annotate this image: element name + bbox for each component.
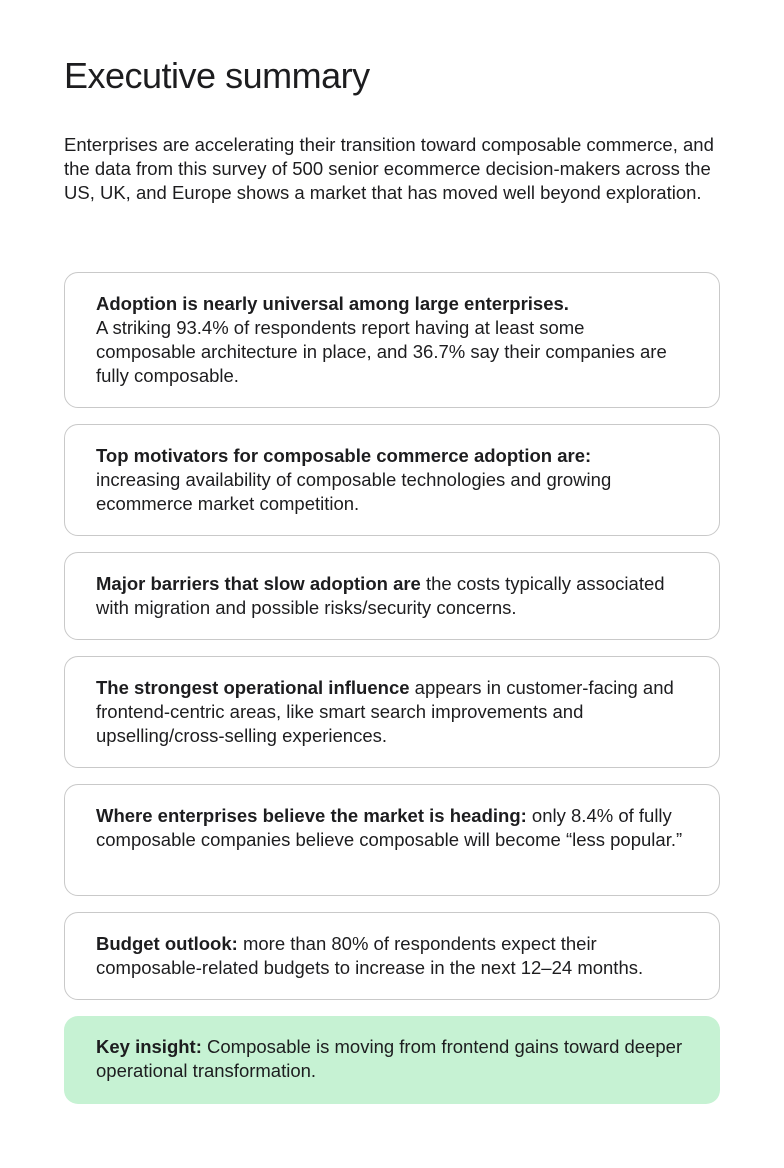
key-insight-callout <box>64 1016 720 1104</box>
insight-lead: Key insight: <box>96 1036 202 1057</box>
card-lead: Budget outlook: <box>96 933 238 954</box>
intro-paragraph: Enterprises are accelerating their transition toward composable commerce, and the data from this survey of 500 senior ecommerce decision-makers across the US, UK, and Europe shows a market that has moved well beyond exploration. <box>64 134 714 203</box>
card-body: appears in customer-facing and frontend-centric areas, like smart search improvements and upselling/cross-selling experiences. <box>96 677 674 746</box>
summary-card-motivators <box>64 424 720 536</box>
summary-card-market-direction <box>64 784 720 896</box>
card-body: only 8.4% of fully composable companies believe composable will become “less popular.” <box>96 805 683 850</box>
card-lead: The strongest operational influence <box>96 677 410 698</box>
insight-body: Composable is moving from frontend gains toward deeper operational transformation. <box>96 1036 683 1081</box>
card-body: more than 80% of respondents expect their composable-related budgets to increase in the next 12–24 months. <box>96 933 644 978</box>
card-lead: Adoption is nearly universal among large enterprises. <box>96 293 569 314</box>
card-body: A striking 93.4% of respondents report having at least some composable architecture in place, and 36.7% say their companies are fully composable. <box>96 317 667 386</box>
summary-card-operational-influence <box>64 656 720 768</box>
card-body: the costs typically associated with migration and possible risks/security concerns. <box>96 573 665 618</box>
summary-card-adoption <box>64 272 720 408</box>
card-lead: Major barriers that slow adoption are <box>96 573 421 594</box>
card-body: increasing availability of composable technologies and growing ecommerce market competition. <box>96 469 612 514</box>
summary-card-barriers <box>64 552 720 640</box>
card-lead: Where enterprises believe the market is heading: <box>96 805 527 826</box>
card-lead: Top motivators for composable commerce adoption are: <box>96 445 592 466</box>
page-title: Executive summary <box>64 55 370 96</box>
summary-card-budget-outlook <box>64 912 720 1000</box>
